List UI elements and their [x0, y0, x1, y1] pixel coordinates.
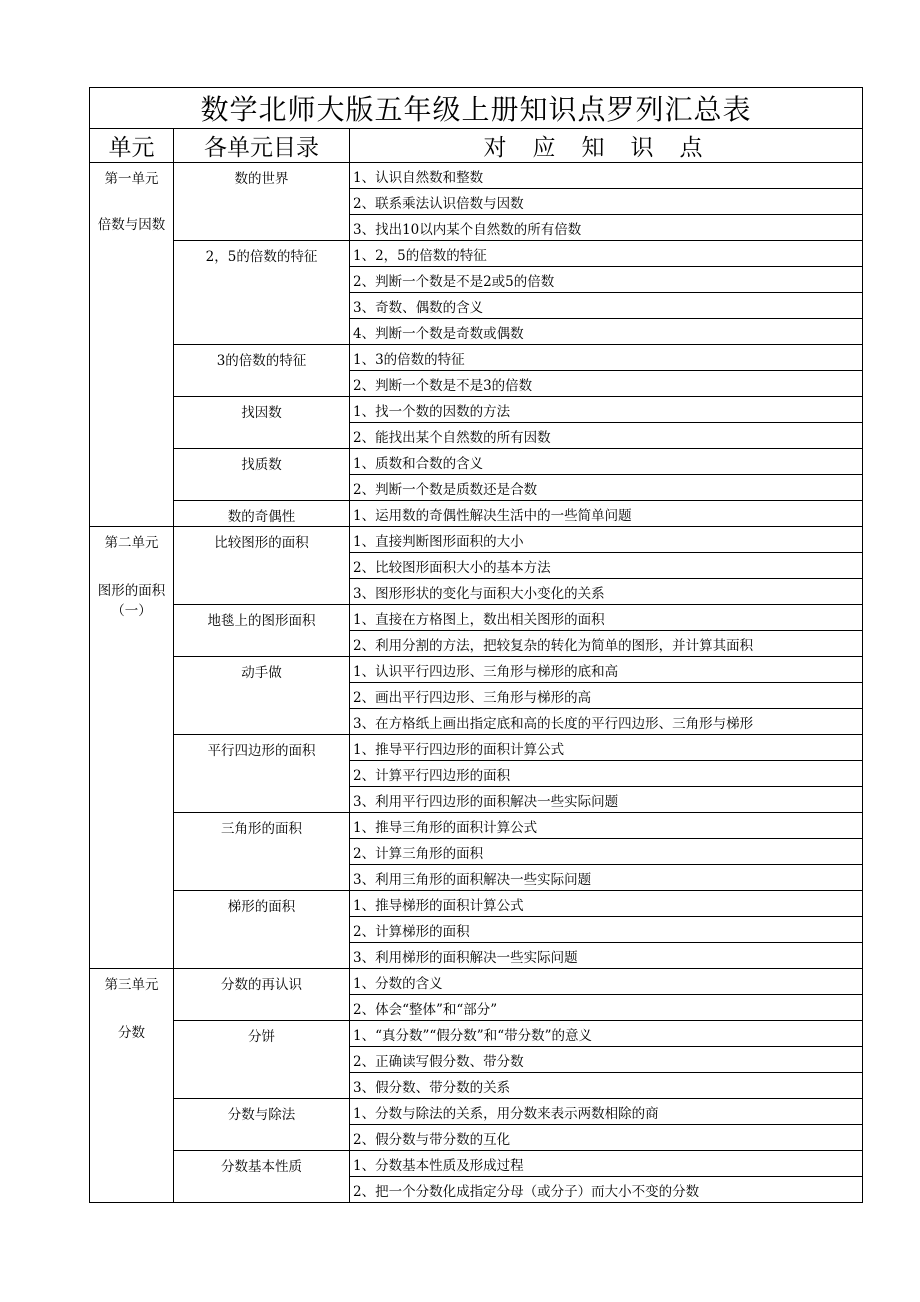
knowledge-point: 1、找一个数的因数的方法: [350, 397, 863, 423]
knowledge-point: 2、体会“整体”和“部分”: [350, 995, 863, 1021]
knowledge-point: 1、分数与除法的关系，用分数来表示两数相除的商: [350, 1099, 863, 1125]
knowledge-point: 3、利用三角形的面积解决一些实际问题: [350, 865, 863, 891]
knowledge-point: 2、联系乘法认识倍数与因数: [350, 189, 863, 215]
knowledge-point: 3、假分数、带分数的关系: [350, 1073, 863, 1099]
knowledge-point: 1、运用数的奇偶性解决生活中的一些简单问题: [350, 501, 863, 527]
knowledge-point: 1、认识平行四边形、三角形与梯形的底和高: [350, 657, 863, 683]
table-row: [90, 345, 863, 371]
knowledge-point: 4、判断一个数是奇数或偶数: [350, 319, 863, 345]
table-row: [90, 1151, 863, 1177]
knowledge-point: 3、图形形状的变化与面积大小变化的关系: [350, 579, 863, 605]
knowledge-point: 2、比较图形面积大小的基本方法: [350, 553, 863, 579]
knowledge-point: 1、认识自然数和整数: [350, 163, 863, 189]
section-title: 数的奇偶性: [174, 501, 350, 527]
knowledge-point: 2、计算梯形的面积: [350, 917, 863, 943]
knowledge-point: 1、分数的含义: [350, 969, 863, 995]
unit-subtitle: 图形的面积（一）: [97, 583, 166, 619]
table-row: [90, 813, 863, 839]
knowledge-point: 1、推导平行四边形的面积计算公式: [350, 735, 863, 761]
section-title: 分数的再认识: [174, 969, 350, 1021]
knowledge-point: 1、分数基本性质及形成过程: [350, 1151, 863, 1177]
document-title: 数学北师大版五年级上册知识点罗列汇总表: [90, 88, 863, 129]
knowledge-point: 2、能找出某个自然数的所有因数: [350, 423, 863, 449]
unit-cell: [90, 969, 174, 1203]
knowledge-point: 1、3的倍数的特征: [350, 345, 863, 371]
knowledge-point: 1、直接在方格图上，数出相关图形的面积: [350, 605, 863, 631]
table-row: [90, 605, 863, 631]
table-row: [90, 501, 863, 527]
knowledge-point: 3、找出10以内某个自然数的所有倍数: [350, 215, 863, 241]
unit-cell: [90, 527, 174, 969]
knowledge-point: 1、2，5的倍数的特征: [350, 241, 863, 267]
section-title: 找因数: [174, 397, 350, 449]
knowledge-point: 3、利用梯形的面积解决一些实际问题: [350, 943, 863, 969]
knowledge-point: 2、把一个分数化成指定分母（或分子）而大小不变的分数: [350, 1177, 863, 1203]
unit-subtitle: 分数: [118, 1025, 145, 1041]
knowledge-point: 1、推导梯形的面积计算公式: [350, 891, 863, 917]
section-title: 三角形的面积: [174, 813, 350, 891]
knowledge-point: 3、在方格纸上画出指定底和高的长度的平行四边形、三角形与梯形: [350, 709, 863, 735]
section-title: 地毯上的图形面积: [174, 605, 350, 657]
unit-name: 第三单元: [104, 977, 159, 993]
knowledge-point: 2、计算三角形的面积: [350, 839, 863, 865]
section-title: 动手做: [174, 657, 350, 735]
section-title: 数的世界: [174, 163, 350, 241]
section-title: 分数与除法: [174, 1099, 350, 1151]
knowledge-point: 1、直接判断图形面积的大小: [350, 527, 863, 553]
knowledge-point: 3、奇数、偶数的含义: [350, 293, 863, 319]
header-row: [90, 129, 863, 163]
table-row: [90, 969, 863, 995]
header-section: 各单元目录: [174, 129, 350, 163]
table-row: [90, 735, 863, 761]
unit-name: 第二单元: [104, 535, 159, 551]
section-title: 2，5的倍数的特征: [174, 241, 350, 345]
knowledge-point: 1、质数和合数的含义: [350, 449, 863, 475]
unit-subtitle: 倍数与因数: [97, 217, 166, 233]
section-title: 分数基本性质: [174, 1151, 350, 1203]
table-row: [90, 1021, 863, 1047]
table-row: [90, 891, 863, 917]
knowledge-point: 3、利用平行四边形的面积解决一些实际问题: [350, 787, 863, 813]
knowledge-table: [89, 87, 863, 1203]
section-title: 3的倍数的特征: [174, 345, 350, 397]
title-row: [90, 88, 863, 129]
knowledge-point: 2、判断一个数是质数还是合数: [350, 475, 863, 501]
table-row: [90, 241, 863, 267]
table-row: [90, 1099, 863, 1125]
knowledge-point: 2、假分数与带分数的互化: [350, 1125, 863, 1151]
section-title: 分饼: [174, 1021, 350, 1099]
knowledge-point: 1、“真分数”“假分数”和“带分数”的意义: [350, 1021, 863, 1047]
summary-document: [89, 87, 862, 1203]
table-row: [90, 449, 863, 475]
section-title: 找质数: [174, 449, 350, 501]
knowledge-point: 2、画出平行四边形、三角形与梯形的高: [350, 683, 863, 709]
knowledge-point: 2、利用分割的方法，把较复杂的转化为简单的图形，并计算其面积: [350, 631, 863, 657]
table-row: [90, 397, 863, 423]
knowledge-point: 2、计算平行四边形的面积: [350, 761, 863, 787]
knowledge-point: 2、判断一个数是不是2或5的倍数: [350, 267, 863, 293]
header-unit: 单元: [90, 129, 174, 163]
unit-cell: [90, 163, 174, 527]
section-title: 平行四边形的面积: [174, 735, 350, 813]
table-row: [90, 163, 863, 189]
section-title: 梯形的面积: [174, 891, 350, 969]
header-points: 对应知识点: [350, 129, 863, 163]
knowledge-point: 2、正确读写假分数、带分数: [350, 1047, 863, 1073]
knowledge-point: 1、推导三角形的面积计算公式: [350, 813, 863, 839]
table-row: [90, 657, 863, 683]
table-row: [90, 527, 863, 553]
knowledge-point: 2、判断一个数是不是3的倍数: [350, 371, 863, 397]
unit-name: 第一单元: [104, 171, 159, 187]
section-title: 比较图形的面积: [174, 527, 350, 605]
